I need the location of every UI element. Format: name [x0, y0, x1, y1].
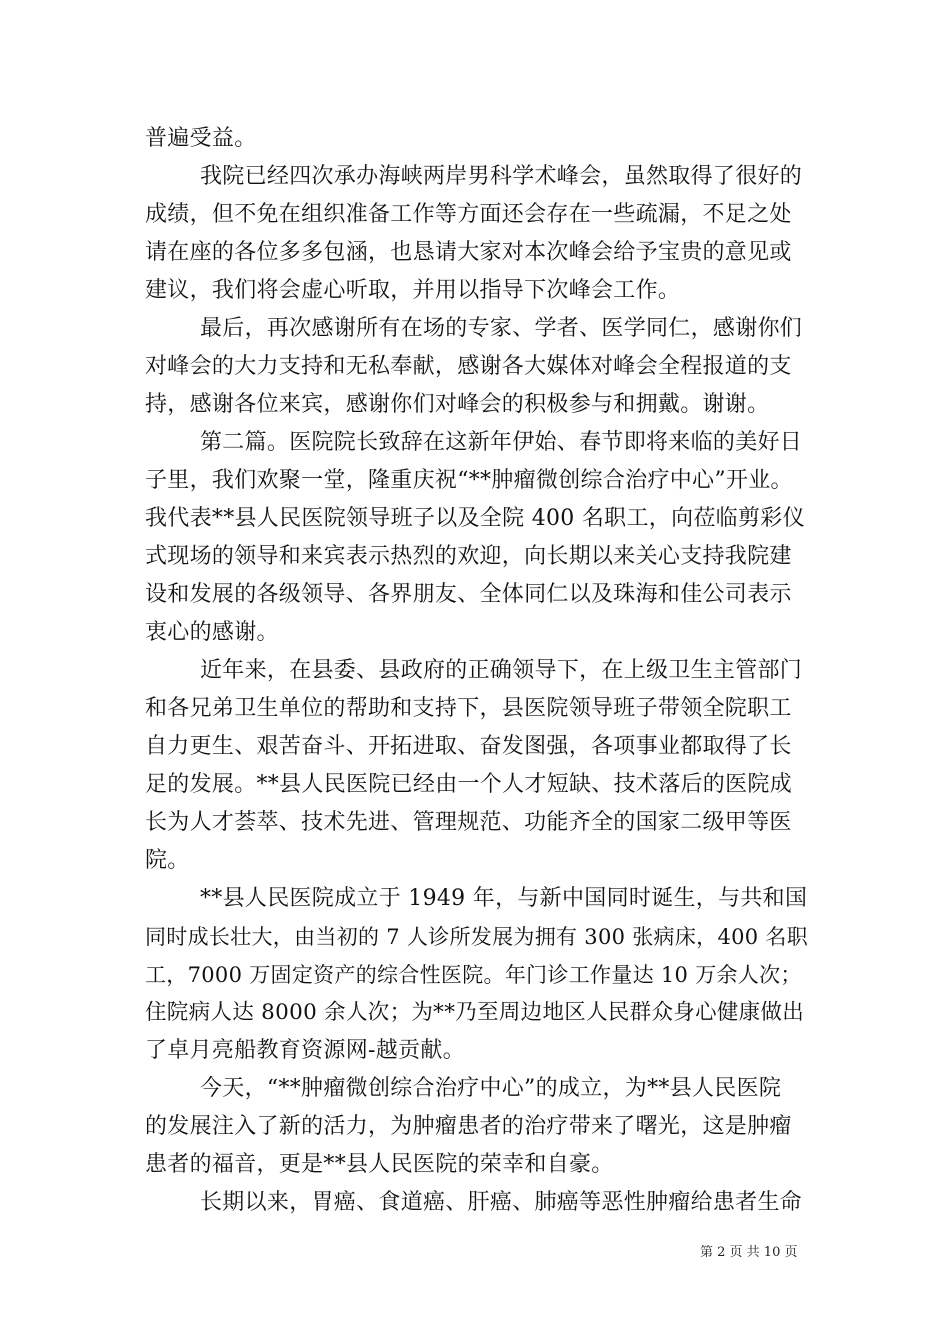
text-line: 和各兄弟卫生单位的帮助和支持下，县医院领导班子带领全院职工: [145, 696, 792, 721]
text-line: 衷心的感谢。: [145, 620, 279, 645]
text-line: 子里，我们欢聚一堂，隆重庆祝“**肿瘤微创综合治疗中心”开业。: [145, 468, 793, 493]
text-line: 普遍受益。: [145, 126, 257, 151]
text-line: 的发展注入了新的活力，为肿瘤患者的治疗带来了曙光，这是肿瘤: [145, 1114, 792, 1139]
text-line: 同时成长壮大，由当初的 7 人诊所发展为拥有 300 张病床，400 名职: [145, 925, 808, 949]
paragraph-first-line: 第二篇。医院院长致辞在这新年伊始、春节即将来临的美好日: [200, 430, 803, 455]
text-line: 请在座的各位多多包涵，也恳请大家对本次峰会给予宝贵的意见或: [145, 240, 792, 265]
paragraph-first-line: 我院已经四次承办海峡两岸男科学术峰会，虽然取得了很好的: [200, 164, 803, 189]
paragraph-first-line: 最后，再次感谢所有在场的专家、学者、医学同仁，感谢你们: [200, 316, 803, 341]
text-line: 患者的福音，更是**县人民医院的荣幸和自豪。: [145, 1152, 614, 1177]
page-number-footer: 第 2 页 共 10 页: [700, 1245, 798, 1260]
paragraph-first-line: 长期以来，胃癌、食道癌、肝癌、肺癌等恶性肿瘤给患者生命: [200, 1190, 803, 1215]
text-line: 工，7000 万固定资产的综合性医院。年门诊工作量达 10 万余人次；: [145, 963, 802, 987]
text-line: 我代表**县人民医院领导班子以及全院 400 名职工，向莅临剪彩仪: [145, 506, 805, 531]
text-line: 自力更生、艰苦奋斗、开拓进取、奋发图强，各项事业都取得了长: [145, 734, 792, 759]
text-line: 了卓月亮船教育资源网-越贡献。: [145, 1038, 465, 1063]
text-line: 院。: [145, 848, 190, 873]
text-line: 式现场的领导和来宾表示热烈的欢迎，向长期以来关心支持我院建: [145, 544, 792, 569]
text-line: 对峰会的大力支持和无私奉献，感谢各大媒体对峰会全程报道的支: [145, 354, 792, 379]
text-line: 足的发展。**县人民医院已经由一个人才短缺、技术落后的医院成: [145, 772, 793, 797]
text-line: 设和发展的各级领导、各界朋友、全体同仁以及珠海和佳公司表示: [145, 582, 792, 607]
paragraph-first-line: 今天，“**肿瘤微创综合治疗中心”的成立，为**县人民医院: [200, 1076, 782, 1101]
text-line: 住院病人达 8000 余人次；为**乃至周边地区人民群众身心健康做出: [145, 1000, 805, 1025]
text-line: 持，感谢各位来宾，感谢你们对峰会的积极参与和拥戴。谢谢。: [145, 392, 770, 417]
paragraph-first-line: 近年来，在县委、县政府的正确领导下，在上级卫生主管部门: [200, 658, 803, 683]
text-line: 建议，我们将会虚心听取，并用以指导下次峰会工作。: [145, 278, 681, 303]
paragraph-first-line: **县人民医院成立于 1949 年，与新中国同时诞生，与共和国: [200, 886, 808, 911]
text-line: 长为人才荟萃、技术先进、管理规范、功能齐全的国家二级甲等医: [145, 810, 792, 835]
text-line: 成绩，但不免在组织准备工作等方面还会存在一些疏漏，不足之处: [145, 202, 792, 227]
